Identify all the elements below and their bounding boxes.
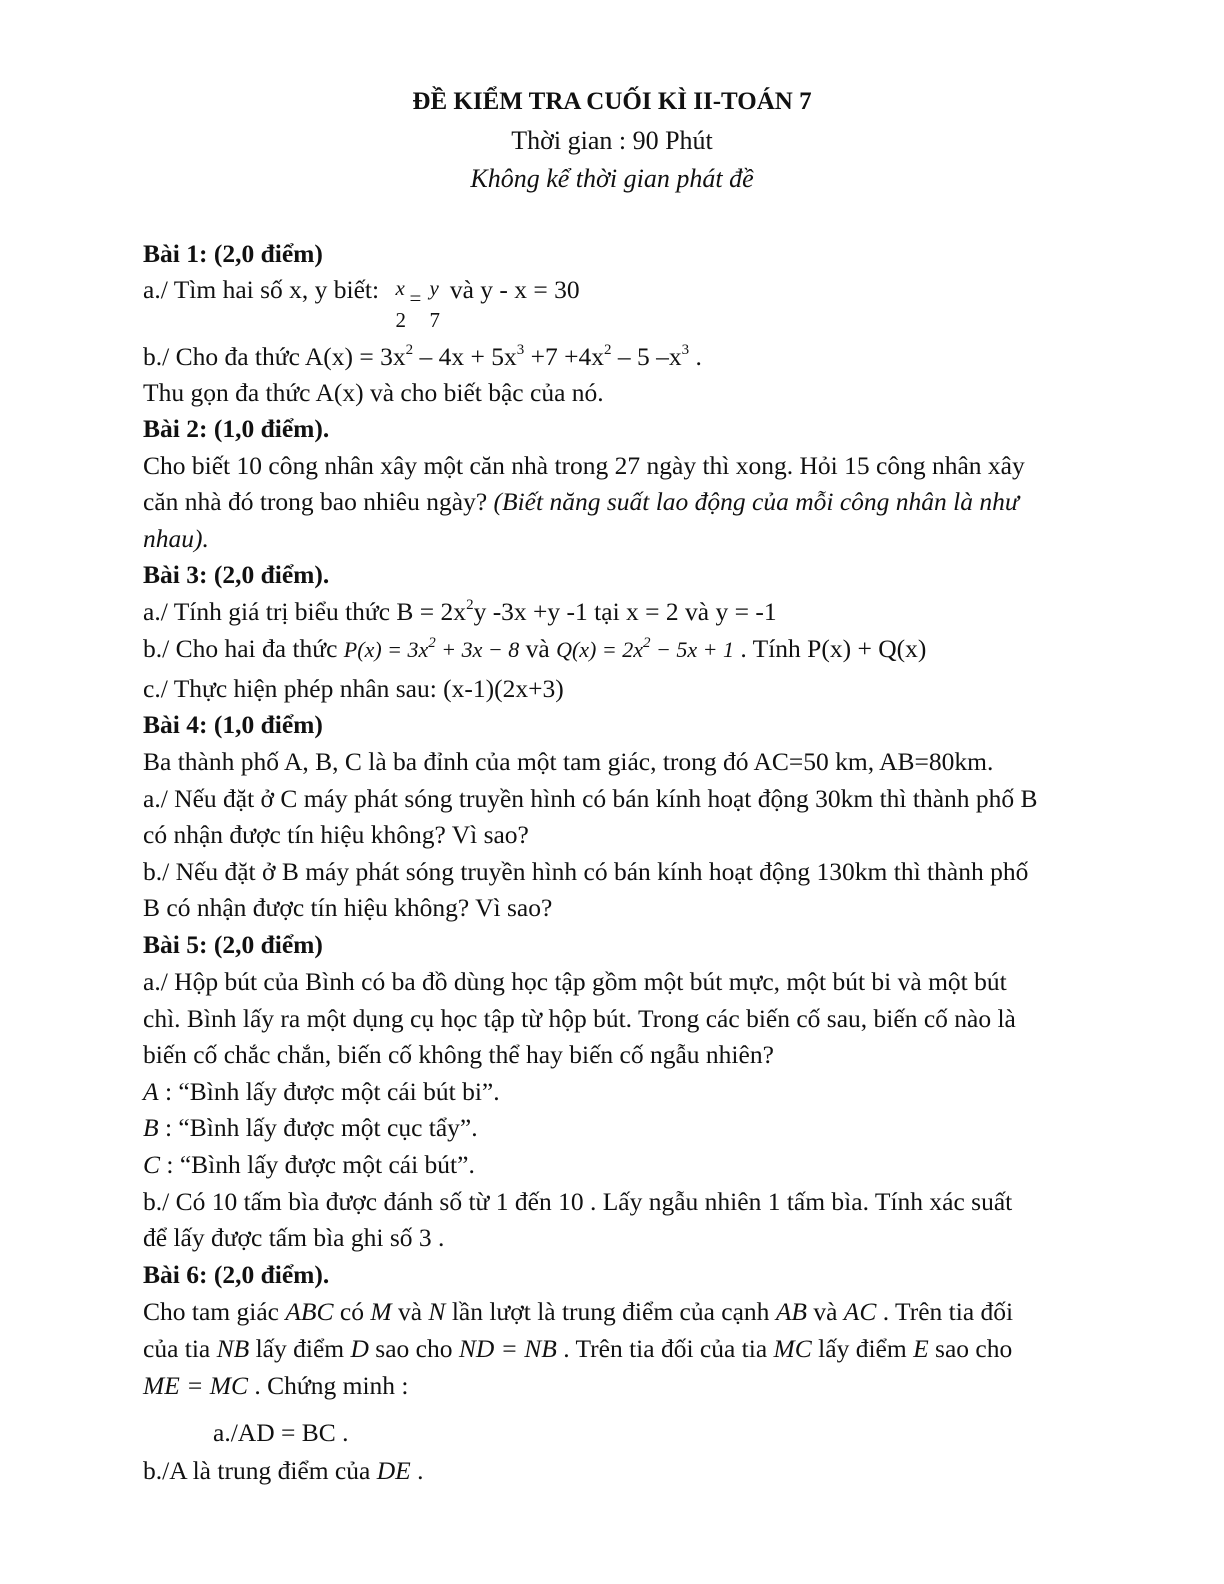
bai4-line4: b./ Nếu đặt ở B máy phát sóng truyền hình có bán kính hoạt động 130km thì thành phố <box>143 857 1029 886</box>
bai5-heading: Bài 5: (2,0 điểm) <box>143 930 323 959</box>
bai3-c: c./ Thực hiện phép nhân sau: (x-1)(2x+3) <box>143 674 564 703</box>
bai4-heading: Bài 4: (1,0 điểm) <box>143 710 323 739</box>
bai1-heading: Bài 1: (2,0 điểm) <box>143 239 323 268</box>
fraction-x-over-2-y-over-7: x = y 2 7 <box>395 276 440 332</box>
bai4-line3: có nhận được tín hiệu không? Vì sao? <box>143 820 529 849</box>
bai4-line5: B có nhận được tín hiệu không? Vì sao? <box>143 893 553 922</box>
bai5-line8: để lấy được tấm bìa ghi số 3 . <box>143 1223 445 1252</box>
bai1-b2: Thu gọn đa thức A(x) và cho biết bậc của nó. <box>143 378 604 407</box>
bai5-event-b: B : “Bình lấy được một cục tẩy”. <box>143 1113 478 1142</box>
bai1-b: b./ Cho đa thức $A(x) = 3x^2 - 4x + 5x^3 +7 +4x^2 - 5$ $-x^3$ . <box>143 341 702 371</box>
bai3-b: b./ Cho hai đa thức $P(x) = 3x^2 + 3x - 8$ và $Q(x) = 2x^2 - 5x + 1$ . Tính P(x) + Q(x) <box>143 634 927 663</box>
bai2-line2: căn nhà đó trong bao nhiêu ngày? (Biết năng suất lao động của mỗi công nhân là như <box>143 487 1019 516</box>
bai4-line2: a./ Nếu đặt ở C máy phát sóng truyền hình có bán kính hoạt động 30km thì thành phố B <box>143 784 1038 813</box>
bai6-part-a: a./AD = BC . <box>213 1418 349 1447</box>
bai6-line3: ME = MC . Chứng minh : <box>143 1371 409 1400</box>
bai3-a: a./ Tính giá trị biểu thức $B = 2x^2y$ -3x +y -1 tại x = 2 và y = -1 <box>143 596 777 626</box>
bai1-a: a./ Tìm hai số x, y biết: x = y 2 7 và y - x = 30 <box>143 275 580 332</box>
bai5-line7: b./ Có 10 tấm bìa được đánh số từ 1 đến 10 . Lấy ngẫu nhiên 1 tấm bìa. Tính xác suất <box>143 1187 1013 1216</box>
exam-note: Không kể thời gian phát đề <box>470 164 754 193</box>
bai5-event-a: A : “Bình lấy được một cái bút bi”. <box>143 1077 500 1106</box>
bai6-heading: Bài 6: (2,0 điểm). <box>143 1260 330 1289</box>
bai6-line2: của tia NB lấy điểm D sao cho ND = NB . Trên tia đối của tia MC lấy điểm E sao cho <box>143 1334 1013 1363</box>
bai5-event-c: C : “Bình lấy được một cái bút”. <box>143 1150 475 1179</box>
bai2-line1: Cho biết 10 công nhân xây một căn nhà trong 27 ngày thì xong. Hỏi 15 công nhân xây <box>143 451 1025 480</box>
bai5-line1: a./ Hộp bút của Bình có ba đồ dùng học tập gồm một bút mực, một bút bi và một bút <box>143 967 1007 996</box>
bai5-line2: chì. Bình lấy ra một dụng cụ học tập từ hộp bút. Trong các biến cố sau, biến cố nào là <box>143 1004 1016 1033</box>
bai2-heading: Bài 2: (1,0 điểm). <box>143 414 330 443</box>
bai6-line1: Cho tam giác ABC có M và N lần lượt là trung điểm của cạnh AB và AC . Trên tia đối <box>143 1297 1014 1326</box>
bai2-line3: nhau). <box>143 524 209 553</box>
bai4-line1: Ba thành phố A, B, C là ba đỉnh của một tam giác, trong đó AC=50 km, AB=80km. <box>143 747 994 776</box>
bai3-heading: Bài 3: (2,0 điểm). <box>143 560 330 589</box>
exam-duration: Thời gian : 90 Phút <box>511 126 713 155</box>
bai5-line3: biến cố chắc chắn, biến cố không thể hay biến cố ngẫu nhiên? <box>143 1040 774 1069</box>
bai6-part-b: b./A là trung điểm của DE . <box>143 1456 424 1485</box>
exam-title: ĐỀ KIỂM TRA CUỐI KÌ II-TOÁN 7 <box>412 88 812 115</box>
